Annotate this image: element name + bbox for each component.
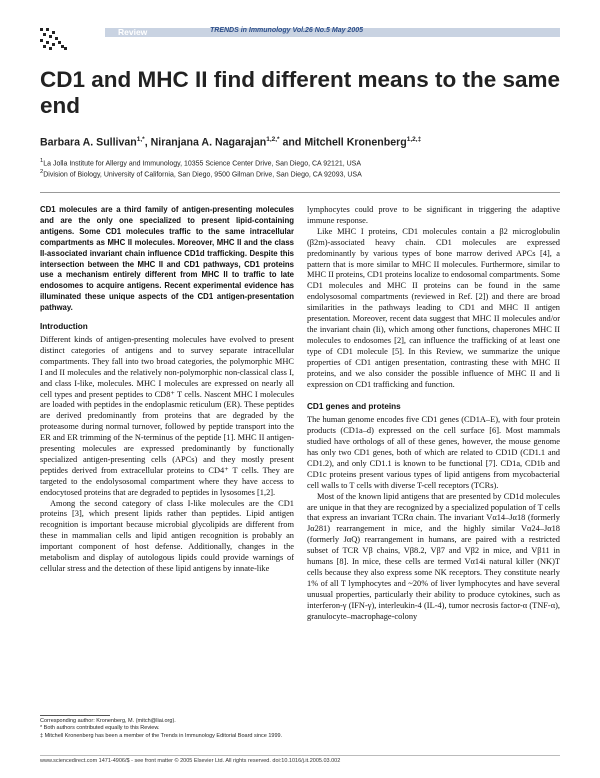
paragraph: Like MHC I proteins, CD1 molecules contain a β2 microglobulin (β2m)-associated heavy chain. CD1 molecules are expressed predominantly by various types of bone marrow derived APCs [4], a pattern that is more similar to MHC II molecules. Furthermore, similar to MHC II proteins, CD1 proteins localize to endosomal compartments. Some CD1 molecules and MHC II proteins can be found in the same endolysosomal compartments (reviewed in Ref. [2]) and there are broad similarities in the pathways leading to CD1 and MHC II antigen presentation. Moreover, recent data suggest that MHC II molecules and/or the invariant chain (Ii), which among other functions, chaperones MHC II molecules to endosomes [2], can influence the trafficking of at least one type of CD1 molecule [5]. In this Review, we summarize the unique properties of CD1 antigen presentation, contrasting these with MHC II proteins, and we also consider the possible influence of MHC II and Ii expression on CD1 trafficking and function.: [307, 226, 560, 389]
footnotes: [40, 718, 294, 740]
author-name: Niranjana A. Nagarajan: [150, 136, 267, 149]
column-right: [307, 205, 560, 623]
affiliation: $^1$La Jolla Institute for Allergy and Immunology, 10355 Science Center Drive, San Diego, CA 92121, USA: [40, 158, 362, 168]
section-heading: CD1 genes and proteins: [307, 402, 401, 412]
journal-citation: TRENDS in Immunology Vol.26 No.5 May 2005: [210, 27, 363, 34]
paragraph: Most of the known lipid antigens that are presented by CD1d molecules are unique in that they are recognized by a specialized population of T cells that express an invariant TCRα chain. The invariant Vα14–Jα18 (formerly Jα281) rearrangement in mice, and the highly similar Vα24–Jα18 (formerly JαQ) rearrangement in humans, are paired with a restricted subset of TCR Vβ chains, Vβ8.2, Vβ7 and Vβ2 in mice, and Vβ11 in humans [8]. In mice, these cells are termed Vα14i natural killer (NK)T cells because they also express some NK receptors. They constitute nearly 1% of all T lymphocytes and ~20% of liver lymphocytes and have several unusual properties, particularly their ability to produce cytokines, such as interferon-γ (IFN-γ), interleukin-4 (IL-4), tumor necrosis factor-α (TNF-α), granulocyte–macrophage-colony: [307, 491, 560, 621]
footnote: Corresponding author: Kronenberg, M. (mitch@liai.org).: [40, 718, 176, 724]
section-heading: Introduction: [40, 322, 88, 332]
column-left: [40, 205, 294, 575]
paragraph: lymphocytes could prove to be significant in triggering the adaptive immune response.: [307, 205, 560, 225]
affiliation: $^2$Division of Biology, University of California, San Diego, 9500 Gilman Drive, San Diego, CA 92093, USA: [40, 169, 362, 179]
footnote: * Both authors contributed equally to this Review.: [40, 725, 160, 732]
publisher-logo: [40, 28, 68, 50]
divider: [40, 192, 560, 193]
article-type-tag: Review: [118, 27, 148, 37]
footnote-divider: [40, 715, 110, 716]
paragraph: The human genome encodes five CD1 genes (CD1A–E), with four protein products (CD1a–d) expressed on the cell surface [6]. Most mammals studied have orthologs of all of these genes, however, the mouse genome has only two CD1 genes, both of which are related to CD1D (CD1.1 and CD1.2), and only CD1.1 is known to be functional [7]. CD1a, CD1b and CD1c proteins present various types of lipid antigens from mycobacterial cell walls to T cells with diverse T-cell receptors (TCRs).: [307, 415, 560, 490]
article-title: CD1 and MHC II find different means to the same end: [40, 67, 561, 118]
abstract: CD1 molecules are a third family of antigen-presenting molecules and are the only one specialized to present lipid-containing antigens. Some CD1 molecules traffic to the same intracellular compartments as MHC II molecules. Moreover, MHC II and the class II-associated invariant chain influence CD1d trafficking. Despite this intersection between the MHC II and CD1 pathways, CD1 proteins use a mechanism entirely different from MHC II to traffic to late endosomes to acquire antigens. Recent experimental evidence has illuminated these unique aspects of the CD1 antigen-presentation pathway.: [40, 205, 294, 313]
footer-divider: [40, 755, 560, 756]
paragraph: Among the second category of class I-like molecules are the CD1 proteins [3], which present lipids rather than peptides. Lipid antigen recognition is important because microbial glycolipids are different from these in mammalian cells and lipid antigen recognition is probably an important component of host defense. Additionally, changes in the metabolism and display of autologous lipids could provide warnings of cellular stress and the detection of these lipid antigens by innate-like: [40, 498, 294, 573]
page-footer: www.sciencedirect.com 1471-4906/$ - see front matter © 2005 Elsevier Ltd. All rights reserved. doi:10.1016/j.it.2005.03.002: [40, 758, 341, 764]
footnote: ‡ Mitchell Kronenberg has been a member of the Trends in Immunology Editorial Board since 1999.: [40, 732, 283, 739]
author-list: Barbara A. Sullivan$^{1,*}$, Niranjana A. Nagarajan$^{1,2,*}$ and Mitchell Kronenberg$^{1,2,\ddagger}$: [40, 136, 422, 149]
paragraph: Different kinds of antigen-presenting molecules have evolved to present distinct categories of antigens and to survey separate intracellular compartments. They fall into two broad categories, the polymorphic MHC I and II molecules and the relatively non-polymorphic non-classical class I, and class I-like, molecules. MHC I molecules are expressed on nearly all cell types and present peptides to CD8⁺ T cells. Nascent MHC I molecules are loaded with peptides in the endoplasmic reticulum (ER). These peptides are derived predominantly from proteins that are degraded by the proteasome during normal turnover, followed by peptide transport into the ER and ER trimming of the N-terminus of the peptide [1]. MHC II antigen-presenting molecules are expressed predominantly by functionally specialized antigen-presenting cells (APCs) and they mostly present peptides derived from extracellular proteins to CD4⁺ T cells. They are targeted to the endolysosomal compartment where they have access to endocytosed proteins that are degraded to peptides in lysosomes [1,2].: [40, 334, 294, 497]
author-name: Mitchell Kronenberg: [304, 136, 407, 149]
author-name: Barbara A. Sullivan: [40, 136, 137, 149]
